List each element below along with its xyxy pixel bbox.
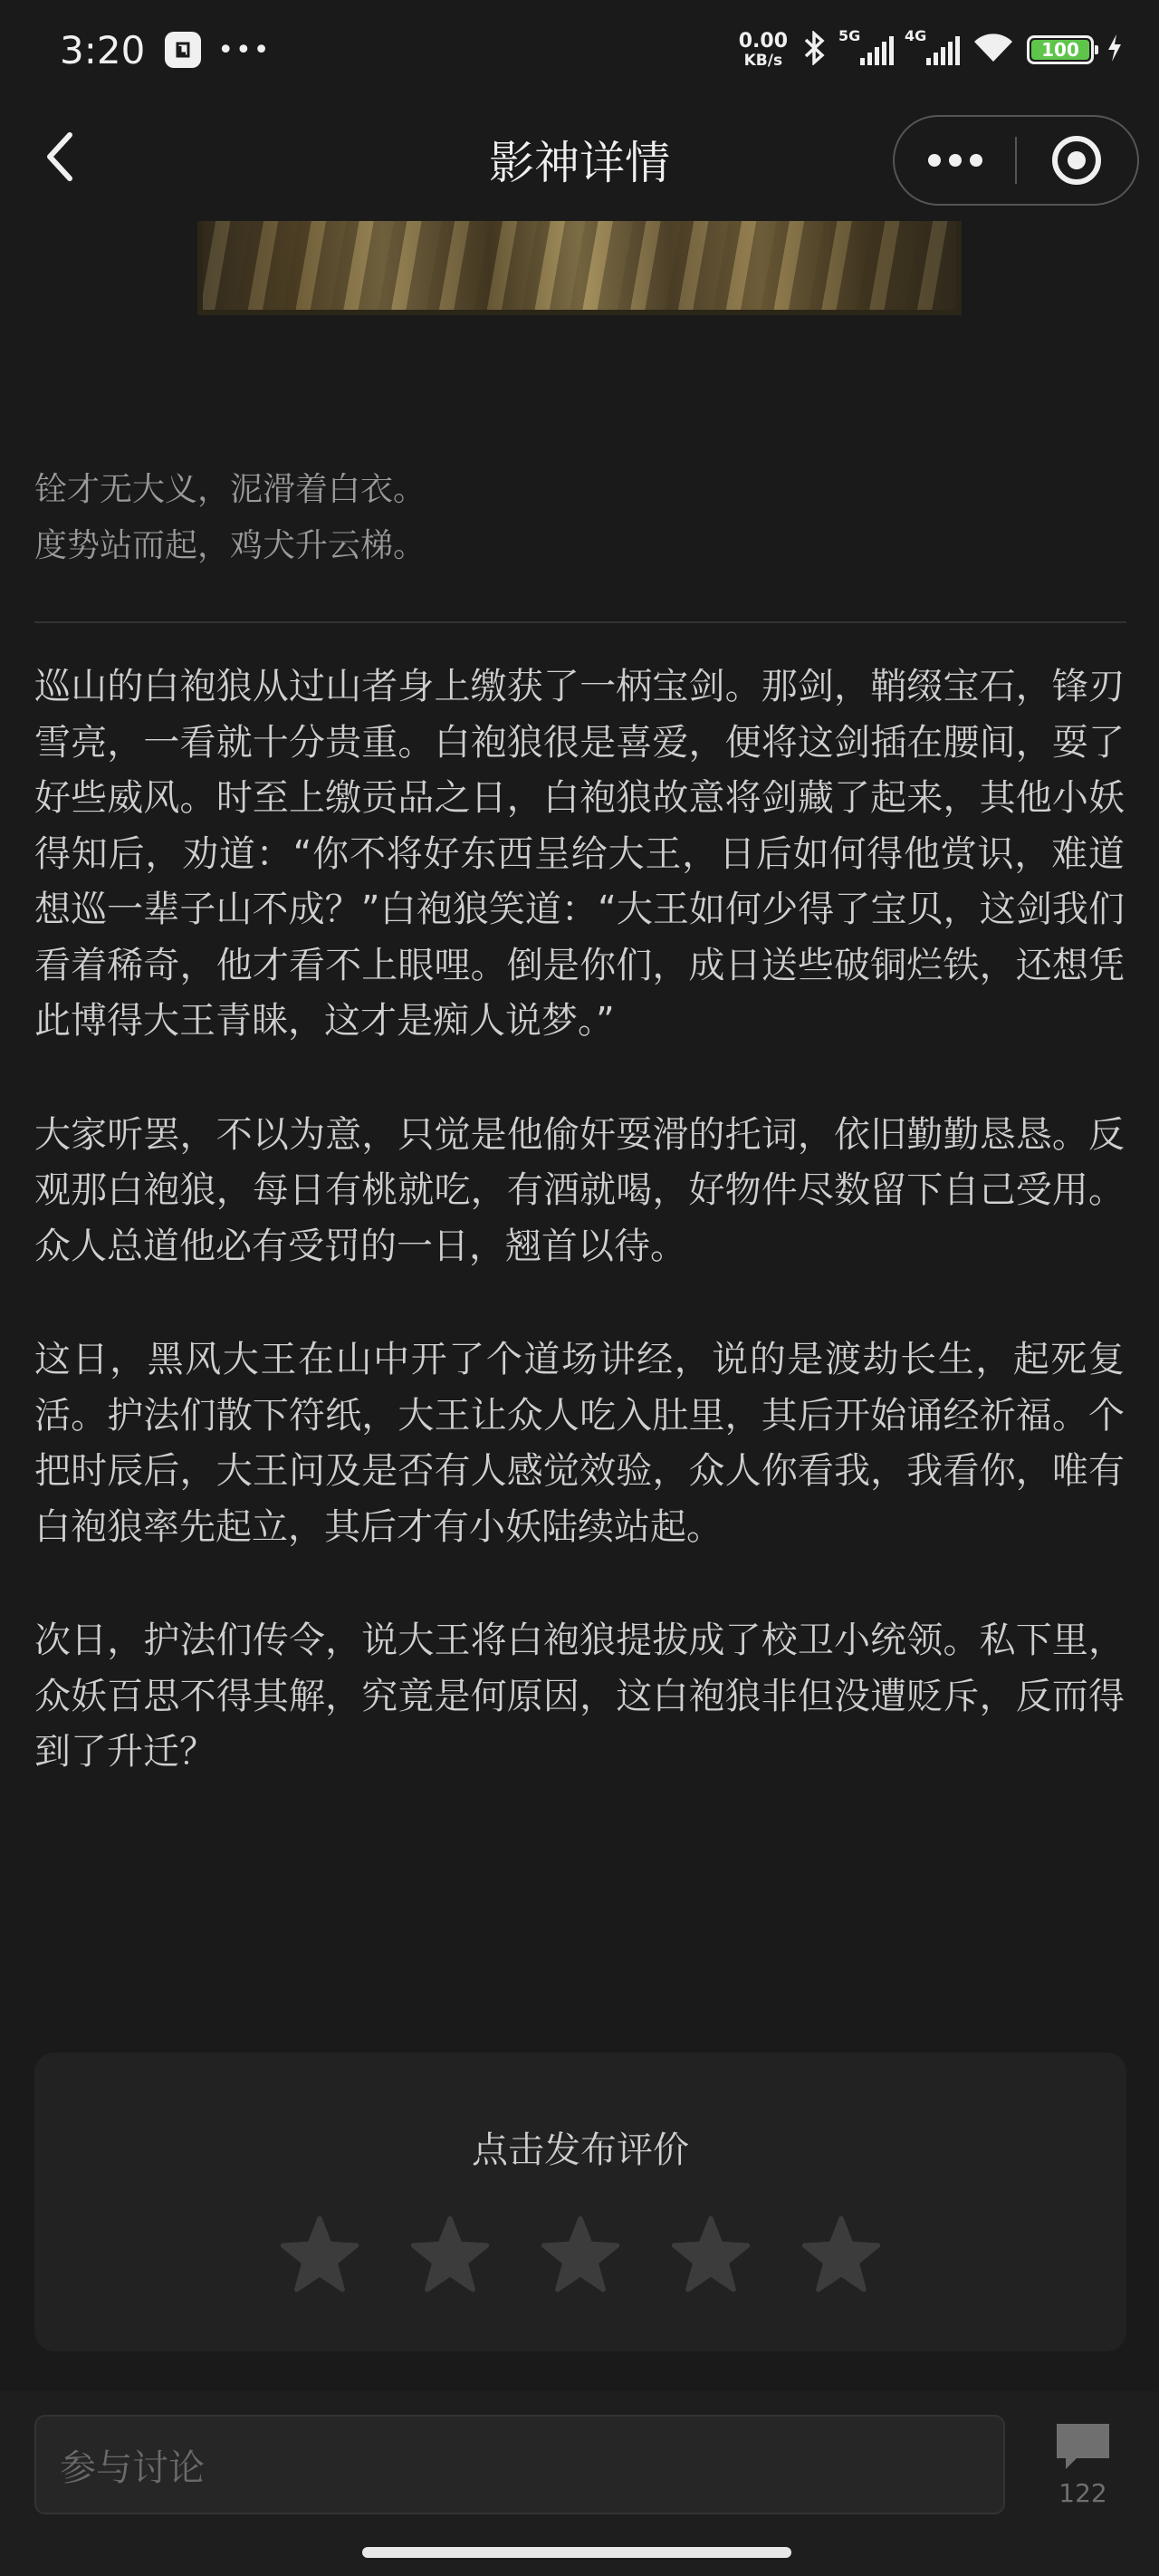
comment-icon bbox=[1053, 2420, 1113, 2473]
status-more-icon: ••• bbox=[217, 34, 272, 66]
status-indicators bbox=[738, 27, 1123, 70]
status-bar bbox=[0, 0, 1159, 100]
comment-button[interactable] bbox=[1050, 2420, 1116, 2508]
star-rating bbox=[34, 2214, 1126, 2295]
story-paragraph: 这日，黑风大王在山中开了个道场讲经，说的是渡劫长生，起死复活。护法们散下符纸，大王让众人吃入肚里，其后开始诵经祈福。个把时辰后，大王问及是否有人感觉效验，众人你看我，我看你，唯有白袍狼率先起立，其后才有小妖陆续站起。 bbox=[34, 1339, 1125, 1548]
story-paragraph: 次日，护法们传令，说大王将白袍狼提拔成了校卫小统领。私下里，众妖百思不得其解，究竟是何原因，这白袍狼非但没遭贬斥，反而得到了升迁？ bbox=[34, 1620, 1125, 1773]
target-circle-icon bbox=[1051, 135, 1102, 186]
rating-prompt[interactable]: 点击发布评价 bbox=[472, 2129, 689, 2171]
poem bbox=[34, 462, 1121, 574]
bluetooth-icon bbox=[800, 31, 828, 69]
signal-4g-icon bbox=[905, 27, 960, 65]
page-title: 影神详情 bbox=[489, 137, 670, 189]
star-4-icon[interactable] bbox=[670, 2214, 752, 2295]
signal1-label: 5G bbox=[838, 27, 861, 44]
more-options-button[interactable] bbox=[895, 117, 1015, 204]
more-dots-icon bbox=[927, 153, 983, 168]
battery-icon bbox=[1027, 35, 1094, 64]
net-speed-value: 0.00 bbox=[738, 29, 788, 53]
discussion-placeholder: 参与讨论 bbox=[60, 2446, 205, 2489]
signal2-label: 4G bbox=[905, 27, 927, 44]
status-time: 3:20 bbox=[60, 27, 146, 72]
wifi-icon bbox=[972, 33, 1014, 67]
comment-count: 122 bbox=[1058, 2478, 1107, 2508]
rating-card bbox=[34, 2052, 1126, 2351]
story-text bbox=[34, 659, 1125, 1839]
bottom-bar bbox=[0, 2391, 1159, 2576]
miniprogram-capsule bbox=[893, 115, 1139, 206]
network-speed bbox=[738, 29, 788, 70]
net-speed-unit: KB/s bbox=[743, 51, 783, 70]
discussion-input[interactable] bbox=[34, 2415, 1005, 2514]
signal-5g-icon bbox=[838, 27, 894, 65]
story-paragraph: 巡山的白袍狼从过山者身上缴获了一柄宝剑。那剑，鞘缀宝石，锋刃雪亮，一看就十分贵重。白袍狼很是喜爱，便将这剑插在腰间，耍了好些威风。时至上缴贡品之日，白袍狼故意将剑藏了起来，其他小妖得知后，劝道：“你不将好东西呈给大王，日后如何得他赏识，难道想巡一辈子山不成？”白袍狼笑道：“大王如何少得了宝贝，这剑我们看着稀奇，他才看不上眼哩。倒是你们，成日送些破铜烂铁，还想凭此博得大王青睐，这才是痴人说梦。” bbox=[34, 666, 1125, 1042]
close-miniprogram-button[interactable] bbox=[1017, 117, 1137, 204]
story-paragraph: 大家听罢，不以为意，只觉是他偷奸耍滑的托词，依旧勤勤恳恳。反观那白袍狼，每日有桃就吃，有酒就喝，好物件尽数留下自己受用。众人总道他必有受罚的一日，翘首以待。 bbox=[34, 1113, 1125, 1267]
poem-line: 铨才无大义，泥滑着白衣。 bbox=[34, 471, 426, 508]
star-1-icon[interactable] bbox=[279, 2214, 360, 2295]
charging-icon bbox=[1106, 34, 1123, 66]
character-painting-image bbox=[197, 221, 962, 315]
star-5-icon[interactable] bbox=[800, 2214, 882, 2295]
app-notification-icon bbox=[165, 32, 201, 68]
nav-bar bbox=[0, 107, 1159, 207]
star-2-icon[interactable] bbox=[409, 2214, 491, 2295]
battery-level: 100 bbox=[1031, 40, 1089, 60]
poem-line: 度势站而起，鸡犬升云梯。 bbox=[34, 527, 426, 564]
star-3-icon[interactable] bbox=[540, 2214, 621, 2295]
home-indicator[interactable] bbox=[362, 2547, 791, 2558]
section-divider bbox=[34, 621, 1126, 623]
